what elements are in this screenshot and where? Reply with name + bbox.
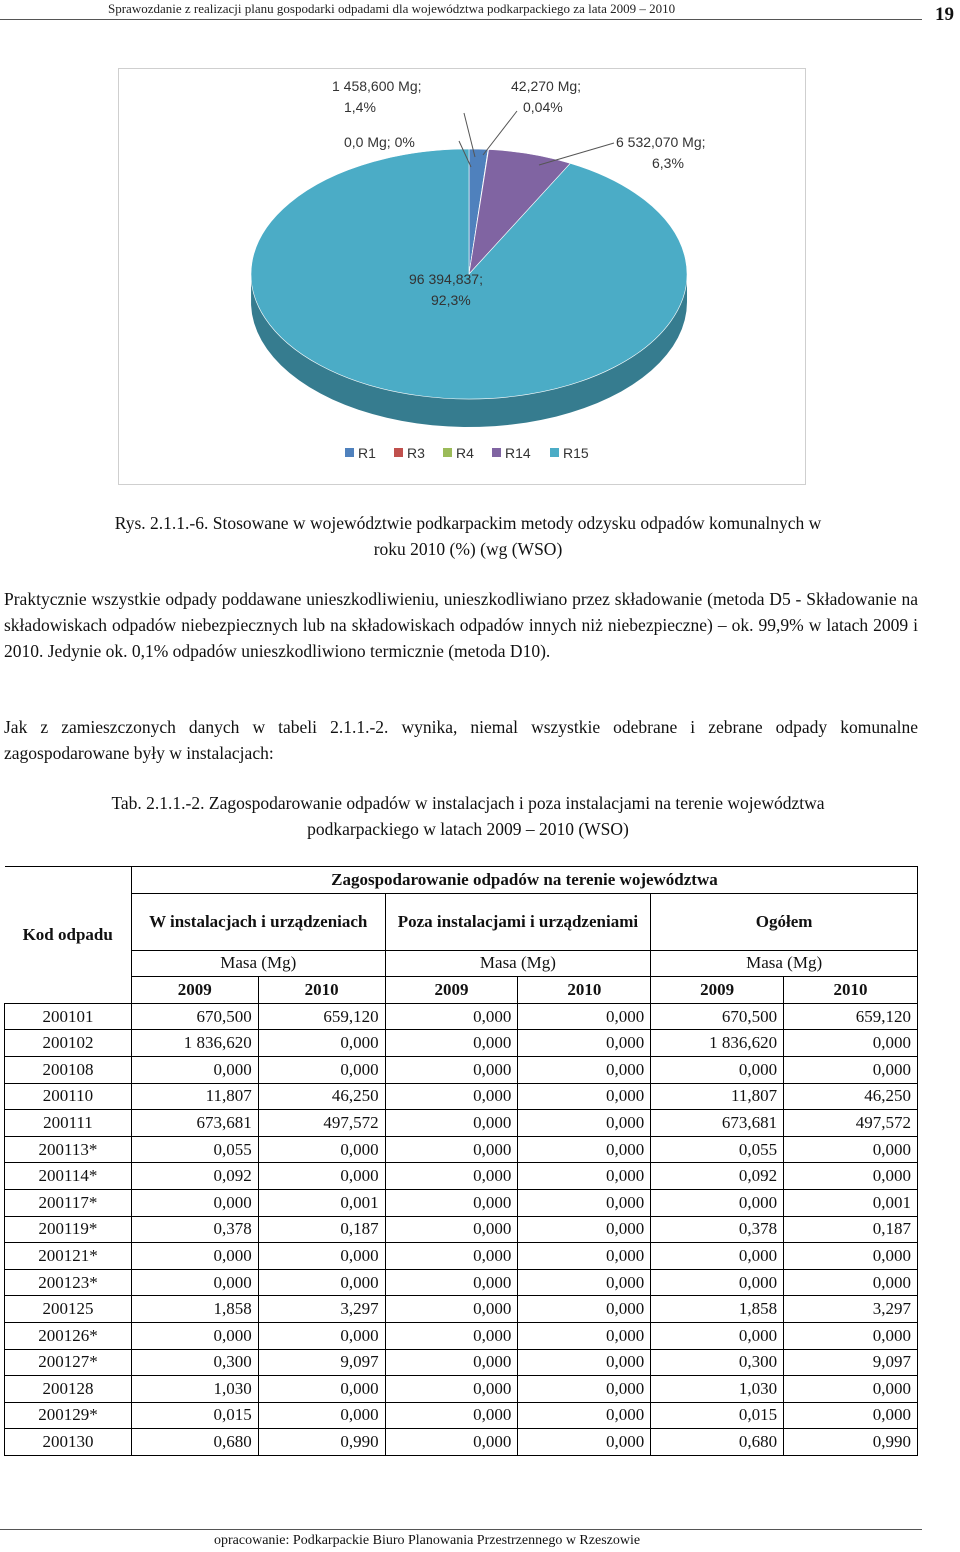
mass-cell: 659,120 (258, 1003, 385, 1030)
header-year: 2009 (651, 977, 784, 1004)
mass-cell: 0,000 (784, 1402, 918, 1429)
mass-cell: 0,001 (258, 1189, 385, 1216)
mass-cell: 1,858 (131, 1296, 258, 1323)
mass-cell: 0,000 (385, 1163, 518, 1190)
header-divider (0, 19, 922, 20)
header-year: 2009 (131, 977, 258, 1004)
waste-code-cell: 200108 (5, 1056, 132, 1083)
document-title: Sprawozdanie z realizacji planu gospodarki odpadami dla województwa podkarpackiego za lata 2009 – 2010 (108, 1, 676, 16)
mass-cell: 0,000 (518, 1136, 651, 1163)
mass-cell: 0,000 (518, 1269, 651, 1296)
mass-cell: 0,000 (651, 1322, 784, 1349)
mass-cell: 0,000 (385, 1402, 518, 1429)
header-outside-installations: Poza instalacjami i urządzeniami (385, 893, 651, 950)
mass-cell: 0,000 (385, 1083, 518, 1110)
table-row (5, 1243, 918, 1270)
mass-cell: 497,572 (258, 1110, 385, 1137)
legend-label-r3: R3 (407, 445, 425, 461)
waste-code-cell: 200110 (5, 1083, 132, 1110)
mass-cell: 0,000 (385, 1056, 518, 1083)
table-row (5, 1136, 918, 1163)
mass-cell: 0,000 (131, 1322, 258, 1349)
header-year: 2010 (784, 977, 918, 1004)
header-unit: Masa (Mg) (131, 950, 385, 977)
table-caption (12, 790, 924, 842)
table-row (5, 1269, 918, 1296)
mass-cell: 670,500 (651, 1003, 784, 1030)
page-number: 19 (935, 4, 954, 25)
mass-cell: 11,807 (651, 1083, 784, 1110)
mass-cell: 0,000 (385, 1030, 518, 1057)
figure-caption (12, 510, 924, 562)
table-row (5, 1030, 918, 1057)
mass-cell: 1,030 (131, 1376, 258, 1403)
mass-cell: 0,000 (258, 1163, 385, 1190)
mass-cell: 0,000 (385, 1110, 518, 1137)
data-label: 0,04% (523, 99, 563, 115)
figure-caption-line2: roku 2010 (%) (wg (WSO) (373, 539, 563, 559)
mass-cell: 0,378 (131, 1216, 258, 1243)
mass-cell: 0,000 (385, 1189, 518, 1216)
waste-code-cell: 200130 (5, 1429, 132, 1456)
mass-cell: 0,000 (518, 1030, 651, 1057)
data-label: 1 458,600 Mg; (332, 78, 422, 94)
mass-cell: 0,000 (518, 1296, 651, 1323)
mass-cell: 0,000 (784, 1056, 918, 1083)
mass-cell: 0,000 (385, 1376, 518, 1403)
mass-cell: 0,000 (131, 1056, 258, 1083)
mass-cell: 0,092 (651, 1163, 784, 1190)
mass-cell: 0,000 (518, 1376, 651, 1403)
mass-cell: 0,000 (518, 1216, 651, 1243)
table-row (5, 1083, 918, 1110)
mass-cell: 0,000 (784, 1269, 918, 1296)
mass-cell: 0,000 (784, 1030, 918, 1057)
mass-cell: 0,000 (784, 1243, 918, 1270)
data-label: 92,3% (431, 292, 471, 308)
mass-cell: 0,000 (131, 1189, 258, 1216)
table-row (5, 1003, 918, 1030)
mass-cell: 11,807 (131, 1083, 258, 1110)
pie-chart-svg (119, 69, 805, 484)
mass-cell: 3,297 (784, 1296, 918, 1323)
mass-cell: 0,000 (518, 1402, 651, 1429)
mass-cell: 0,000 (258, 1243, 385, 1270)
mass-cell: 9,097 (258, 1349, 385, 1376)
mass-cell: 0,000 (385, 1322, 518, 1349)
mass-cell: 0,300 (131, 1349, 258, 1376)
mass-cell: 673,681 (131, 1110, 258, 1137)
mass-cell: 0,000 (385, 1349, 518, 1376)
mass-cell: 0,000 (258, 1136, 385, 1163)
header-total: Ogółem (651, 893, 918, 950)
mass-cell: 0,000 (651, 1189, 784, 1216)
mass-cell: 0,000 (258, 1269, 385, 1296)
mass-cell: 0,015 (131, 1402, 258, 1429)
waste-code-cell: 200102 (5, 1030, 132, 1057)
mass-cell: 1 836,620 (131, 1030, 258, 1057)
table-row (5, 1376, 918, 1403)
table-row (5, 1429, 918, 1456)
mass-cell: 9,097 (784, 1349, 918, 1376)
mass-cell: 0,000 (131, 1269, 258, 1296)
mass-cell: 0,000 (385, 1429, 518, 1456)
waste-code-cell: 200128 (5, 1376, 132, 1403)
mass-cell: 0,000 (784, 1136, 918, 1163)
paragraph-disposal: Praktycznie wszystkie odpady poddawane unieszkodliwieniu, unieszkodliwiano przez składowanie (metoda D5 - Składowanie na składowiskach odpadów niebezpiecznych lub na składowiskach odpadów innych niż niebezpieczne) – ok. 99,9% w latach 2009 i 2010. Jedynie ok. 0,1% odpadów unieszkodliwiono termicznie (metoda D10). (4, 589, 918, 661)
mass-cell: 1 836,620 (651, 1030, 784, 1057)
mass-cell: 0,000 (385, 1003, 518, 1030)
mass-cell: 0,000 (385, 1136, 518, 1163)
table-row (5, 1056, 918, 1083)
mass-cell: 0,000 (518, 1349, 651, 1376)
legend-swatch-r14 (492, 448, 501, 457)
mass-cell: 0,000 (518, 1243, 651, 1270)
data-label: 96 394,837; (409, 271, 483, 287)
mass-cell: 0,000 (784, 1322, 918, 1349)
figure-caption-line1: Rys. 2.1.1.-6. Stosowane w województwie podkarpackim metody odzysku odpadów komunalnych w (114, 513, 822, 533)
legend-swatch-r15 (550, 448, 559, 457)
mass-cell: 659,120 (784, 1003, 918, 1030)
page-footer: opracowanie: Podkarpackie Biuro Planowania Przestrzennego w Rzeszowie (214, 1533, 641, 1548)
mass-cell: 0,000 (518, 1163, 651, 1190)
leader-line (539, 143, 614, 165)
waste-code-cell: 200121* (5, 1243, 132, 1270)
mass-cell: 497,572 (784, 1110, 918, 1137)
mass-cell: 0,000 (258, 1056, 385, 1083)
mass-cell: 0,092 (131, 1163, 258, 1190)
legend-swatch-r3 (394, 448, 403, 457)
header-unit: Masa (Mg) (651, 950, 918, 977)
header-waste-code: Kod odpadu (5, 867, 132, 1004)
mass-cell: 0,000 (258, 1322, 385, 1349)
mass-cell: 3,297 (258, 1296, 385, 1323)
legend-label-r14: R14 (505, 445, 531, 461)
mass-cell: 0,000 (651, 1269, 784, 1296)
waste-management-table (4, 866, 918, 1456)
mass-cell: 0,000 (258, 1376, 385, 1403)
pie-chart (118, 68, 806, 485)
waste-code-cell: 200123* (5, 1269, 132, 1296)
table-row (5, 1110, 918, 1137)
mass-cell: 0,000 (784, 1163, 918, 1190)
mass-cell: 0,000 (518, 1322, 651, 1349)
mass-cell: 0,000 (518, 1056, 651, 1083)
data-label: 0,0 Mg; 0% (344, 134, 415, 150)
table-row (5, 1402, 918, 1429)
mass-cell: 0,000 (651, 1056, 784, 1083)
mass-cell: 0,990 (784, 1429, 918, 1456)
table-row (5, 1349, 918, 1376)
legend-label-r15: R15 (563, 445, 589, 461)
mass-cell: 0,300 (651, 1349, 784, 1376)
mass-cell: 0,015 (651, 1402, 784, 1429)
header-year: 2010 (518, 977, 651, 1004)
table-row (5, 1322, 918, 1349)
mass-cell: 0,000 (518, 1110, 651, 1137)
header-in-installations: W instalacjach i urządzeniach (131, 893, 385, 950)
mass-cell: 0,000 (518, 1003, 651, 1030)
paragraph-table-intro: Jak z zamieszczonych danych w tabeli 2.1.1.-2. wynika, niemal wszystkie odebrane i zebrane odpady komunalne zagospodarowane były w instalacjach: (4, 717, 918, 763)
mass-cell: 0,000 (651, 1243, 784, 1270)
waste-code-cell: 200129* (5, 1402, 132, 1429)
mass-cell: 0,378 (651, 1216, 784, 1243)
legend-swatch-r1 (345, 448, 354, 457)
mass-cell: 0,000 (518, 1189, 651, 1216)
legend-swatch-r4 (443, 448, 452, 457)
data-label: 6 532,070 Mg; (616, 134, 706, 150)
header-group: Zagospodarowanie odpadów na terenie województwa (131, 867, 917, 894)
waste-code-cell: 200127* (5, 1349, 132, 1376)
mass-cell: 0,187 (258, 1216, 385, 1243)
mass-cell: 0,055 (131, 1136, 258, 1163)
table-caption-line2: podkarpackiego w latach 2009 – 2010 (WSO) (307, 819, 629, 839)
mass-cell: 0,001 (784, 1189, 918, 1216)
waste-code-cell: 200119* (5, 1216, 132, 1243)
mass-cell: 0,000 (385, 1269, 518, 1296)
table-body (5, 1003, 918, 1455)
mass-cell: 0,000 (258, 1402, 385, 1429)
table-row (5, 1296, 918, 1323)
header-year: 2010 (258, 977, 385, 1004)
mass-cell: 0,000 (258, 1030, 385, 1057)
mass-cell: 0,680 (131, 1429, 258, 1456)
mass-cell: 1,030 (651, 1376, 784, 1403)
page-header (0, 0, 960, 36)
table-row (5, 1163, 918, 1190)
mass-cell: 0,055 (651, 1136, 784, 1163)
mass-cell: 0,000 (518, 1083, 651, 1110)
mass-cell: 0,990 (258, 1429, 385, 1456)
table-row (5, 1216, 918, 1243)
waste-code-cell: 200125 (5, 1296, 132, 1323)
mass-cell: 0,000 (784, 1376, 918, 1403)
waste-code-cell: 200114* (5, 1163, 132, 1190)
waste-code-cell: 200117* (5, 1189, 132, 1216)
footer-divider (0, 1529, 922, 1530)
mass-cell: 46,250 (258, 1083, 385, 1110)
mass-cell: 0,000 (131, 1243, 258, 1270)
mass-cell: 46,250 (784, 1083, 918, 1110)
legend-label-r4: R4 (456, 445, 474, 461)
table-caption-line1: Tab. 2.1.1.-2. Zagospodarowanie odpadów w instalacjach i poza instalacjami na terenie województwa (111, 793, 825, 813)
mass-cell: 0,000 (518, 1429, 651, 1456)
mass-cell: 0,000 (385, 1216, 518, 1243)
mass-cell: 670,500 (131, 1003, 258, 1030)
leader-line (483, 111, 517, 155)
mass-cell: 673,681 (651, 1110, 784, 1137)
waste-code-cell: 200111 (5, 1110, 132, 1137)
data-label: 6,3% (652, 155, 684, 171)
header-year: 2009 (385, 977, 518, 1004)
waste-code-cell: 200113* (5, 1136, 132, 1163)
mass-cell: 1,858 (651, 1296, 784, 1323)
mass-cell: 0,000 (385, 1243, 518, 1270)
mass-cell: 0,187 (784, 1216, 918, 1243)
table-row (5, 1189, 918, 1216)
waste-code-cell: 200126* (5, 1322, 132, 1349)
header-unit: Masa (Mg) (385, 950, 651, 977)
waste-code-cell: 200101 (5, 1003, 132, 1030)
data-label: 1,4% (344, 99, 376, 115)
legend-label-r1: R1 (358, 445, 376, 461)
mass-cell: 0,680 (651, 1429, 784, 1456)
mass-cell: 0,000 (385, 1296, 518, 1323)
data-label: 42,270 Mg; (511, 78, 582, 94)
